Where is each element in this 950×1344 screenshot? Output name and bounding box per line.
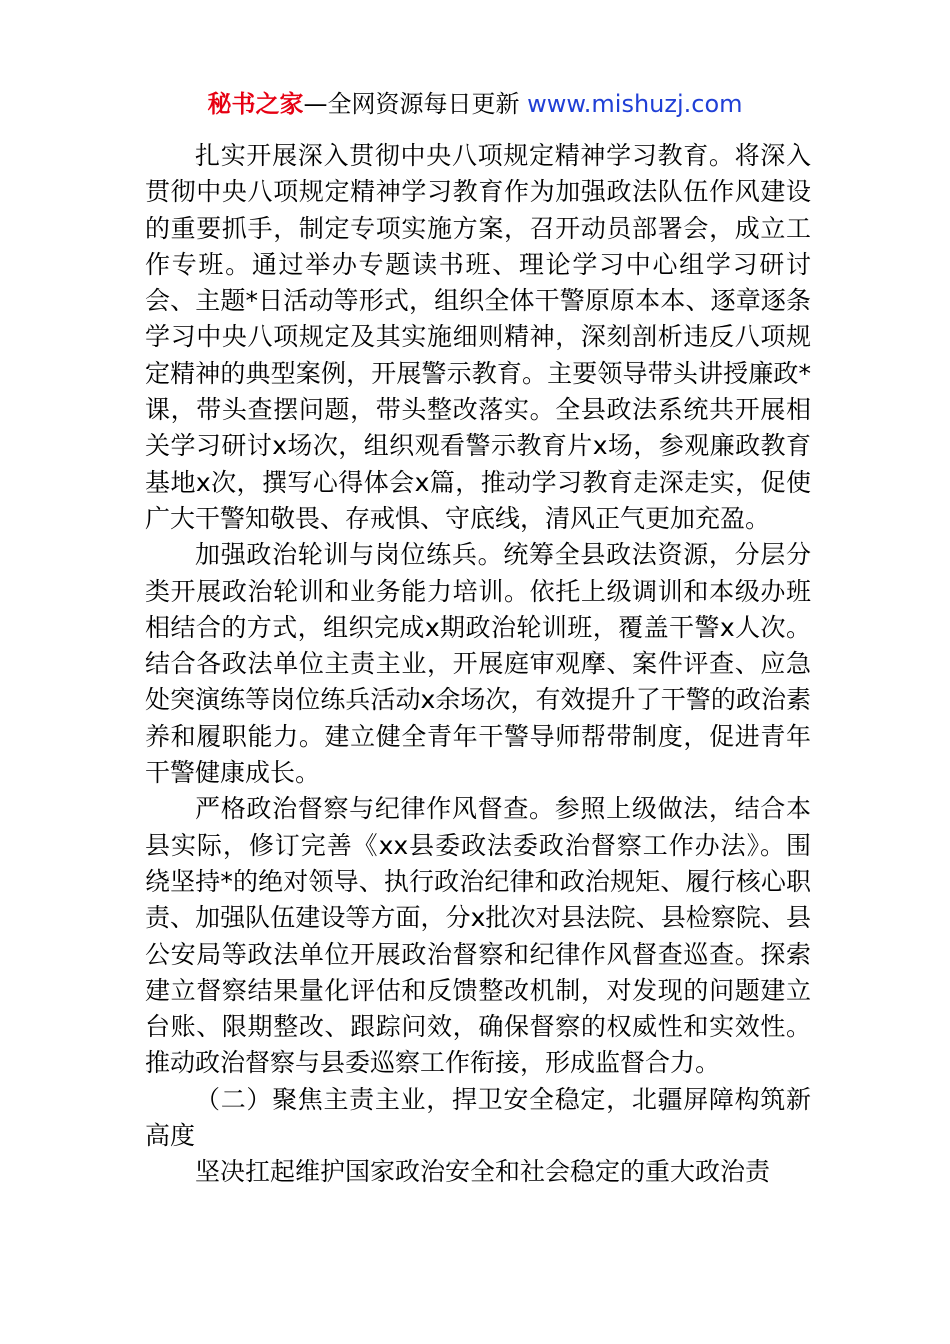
brand-name: 秘书之家 [207, 90, 304, 118]
paragraph-political-training: 加强政治轮训与岗位练兵。统筹全县政法资源，分层分类开展政治轮训和业务能力培训。依托上级调训和本级办班相结合的方式，组织完成x期政治轮训班，覆盖干警x人次。结合各政法单位主责主业，开展庭审观摩、案件评查、应急处突演练等岗位练兵活动x余场次，有效提升了干警的政治素养和履职能力。建立健全青年干警导师帮带制度，促进青年干警健康成长。 [145, 540, 811, 788]
paragraph-political-inspection: 严格政治督察与纪律作风督查。参照上级做法，结合本县实际，修订完善《xx县委政法委政治督察工作办法》。围绕坚持*的绝对领导、执行政治纪律和政治规矩、履行核心职责、加强队伍建设等方面，分x批次对县法院、县检察院、县公安局等政法单位开展政治督察和纪律作风督查巡查。探索建立督察结果量化评估和反馈整改机制，对发现的问题建立台账、限期整改、跟踪问效，确保督察的权威性和实效性。推动政治督察与县委巡察工作衔接，形成监督合力。 [145, 794, 811, 1078]
paragraph-study-education: 扎实开展深入贯彻中央八项规定精神学习教育。将深入贯彻中央八项规定精神学习教育作为加强政法队伍作风建设的重要抓手，制定专项实施方案，召开动员部署会，成立工作专班。通过举办专题读书班、理论学习中心组学习研讨会、主题*日活动等形式，组织全体干警原原本本、逐章逐条学习中央八项规定及其实施细则精神，深刻剖析违反八项规定精神的典型案例，开展警示教育。主要领导带头讲授廉政*课，带头查摆问题，带头整改落实。全县政法系统共开展相关学习研讨x场次，组织观看警示教育片x场，参观廉政教育基地x次，撰写心得体会x篇，推动学习教育走深走实，促使广大干警知敬畏、存戒惧、守底线，清风正气更加充盈。 [145, 141, 811, 533]
page-header [0, 88, 950, 120]
paragraph-security-stability: 坚决扛起维护国家政治安全和社会稳定的重大政治责 [195, 1157, 771, 1187]
section-heading-2: （二）聚焦主责主业，捍卫安全稳定，北疆屏障构筑新高度 [145, 1084, 811, 1151]
website-link[interactable]: www.mishuzj.com [527, 90, 743, 118]
header-tagline: —全网资源每日更新 [303, 90, 520, 118]
document-body [145, 138, 811, 1191]
